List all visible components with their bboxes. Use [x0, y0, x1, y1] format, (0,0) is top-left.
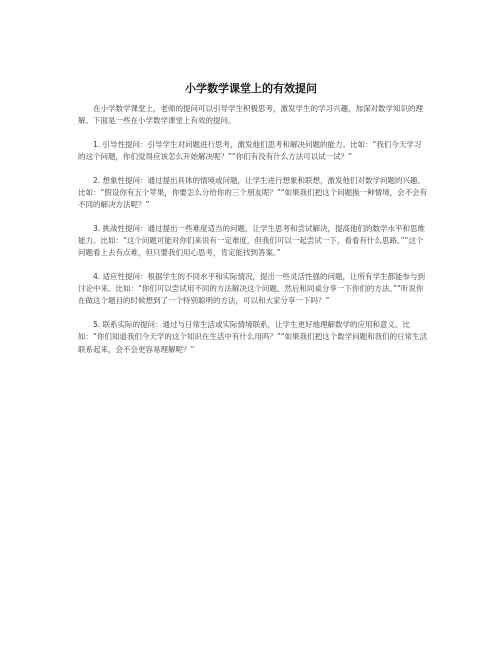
- paragraph-challenging-questions: 3. 挑战性提问：通过提出一些难度适当的问题，让学生思考和尝试解决，提高他们的数学水平和思维能力。比如：“这个问题可能对你们来说有一定难度，但我们可以一起尝试一下，看看有什么思路。”“这个问题看上去有点难，但只要我们用心思考，肯定能找到答案。”: [78, 223, 426, 258]
- paragraph-real-life-questions: 5. 联系实际的提问：通过与日常生活或实际情境联系，让学生更好地理解数学的应用和意义。比如：“你们知道我们今天学的这个知识在生活中有什么用吗？”“如果我们把这个数学问题和我们的日常生活联系起来，会不会更容易理解呢？”: [78, 320, 428, 354]
- paragraph-imaginative-questions: 2. 想象性提问：通过提出具体的情境或问题，让学生进行想象和联想，激发他们对数学问题的兴趣。比如：“假设你有五个苹果，你要怎么分给你的三个朋友呢？”“如果我们把这个问题换一种情境，会不会有不同的解决方法呢？”: [78, 175, 428, 210]
- intro-paragraph: 在小学数学课堂上，老师的提问可以引导学生积极思考，激发学生的学习兴趣，加深对数学知识的理解。下面是一些在小学数学课堂上有效的提问。: [78, 104, 423, 126]
- paragraph-guiding-questions: 1. 引导性提问：引导学生对问题进行思考，激发他们思考和解决问题的能力。比如：“我们今天学习的这个问题，你们觉得应该怎么开始解决呢？”“你们有没有什么方法可以试一试？”: [78, 139, 422, 162]
- document-body: [78, 103, 428, 367]
- document-title: 小学数学课堂上的有效提问: [185, 82, 317, 95]
- paragraph-adaptive-questions: 4. 适应性提问：根据学生的不同水平和实际情况，提出一些灵活性强的问题，让所有学生都能参与到讨论中来。比如：“你们可以尝试用不同的方法解决这个问题，然后和同桌分享一下你们的方法。”“听说你在做这个题目的时候想到了一个特别聪明的方法，可以和大家分享一下吗？”: [78, 272, 426, 306]
